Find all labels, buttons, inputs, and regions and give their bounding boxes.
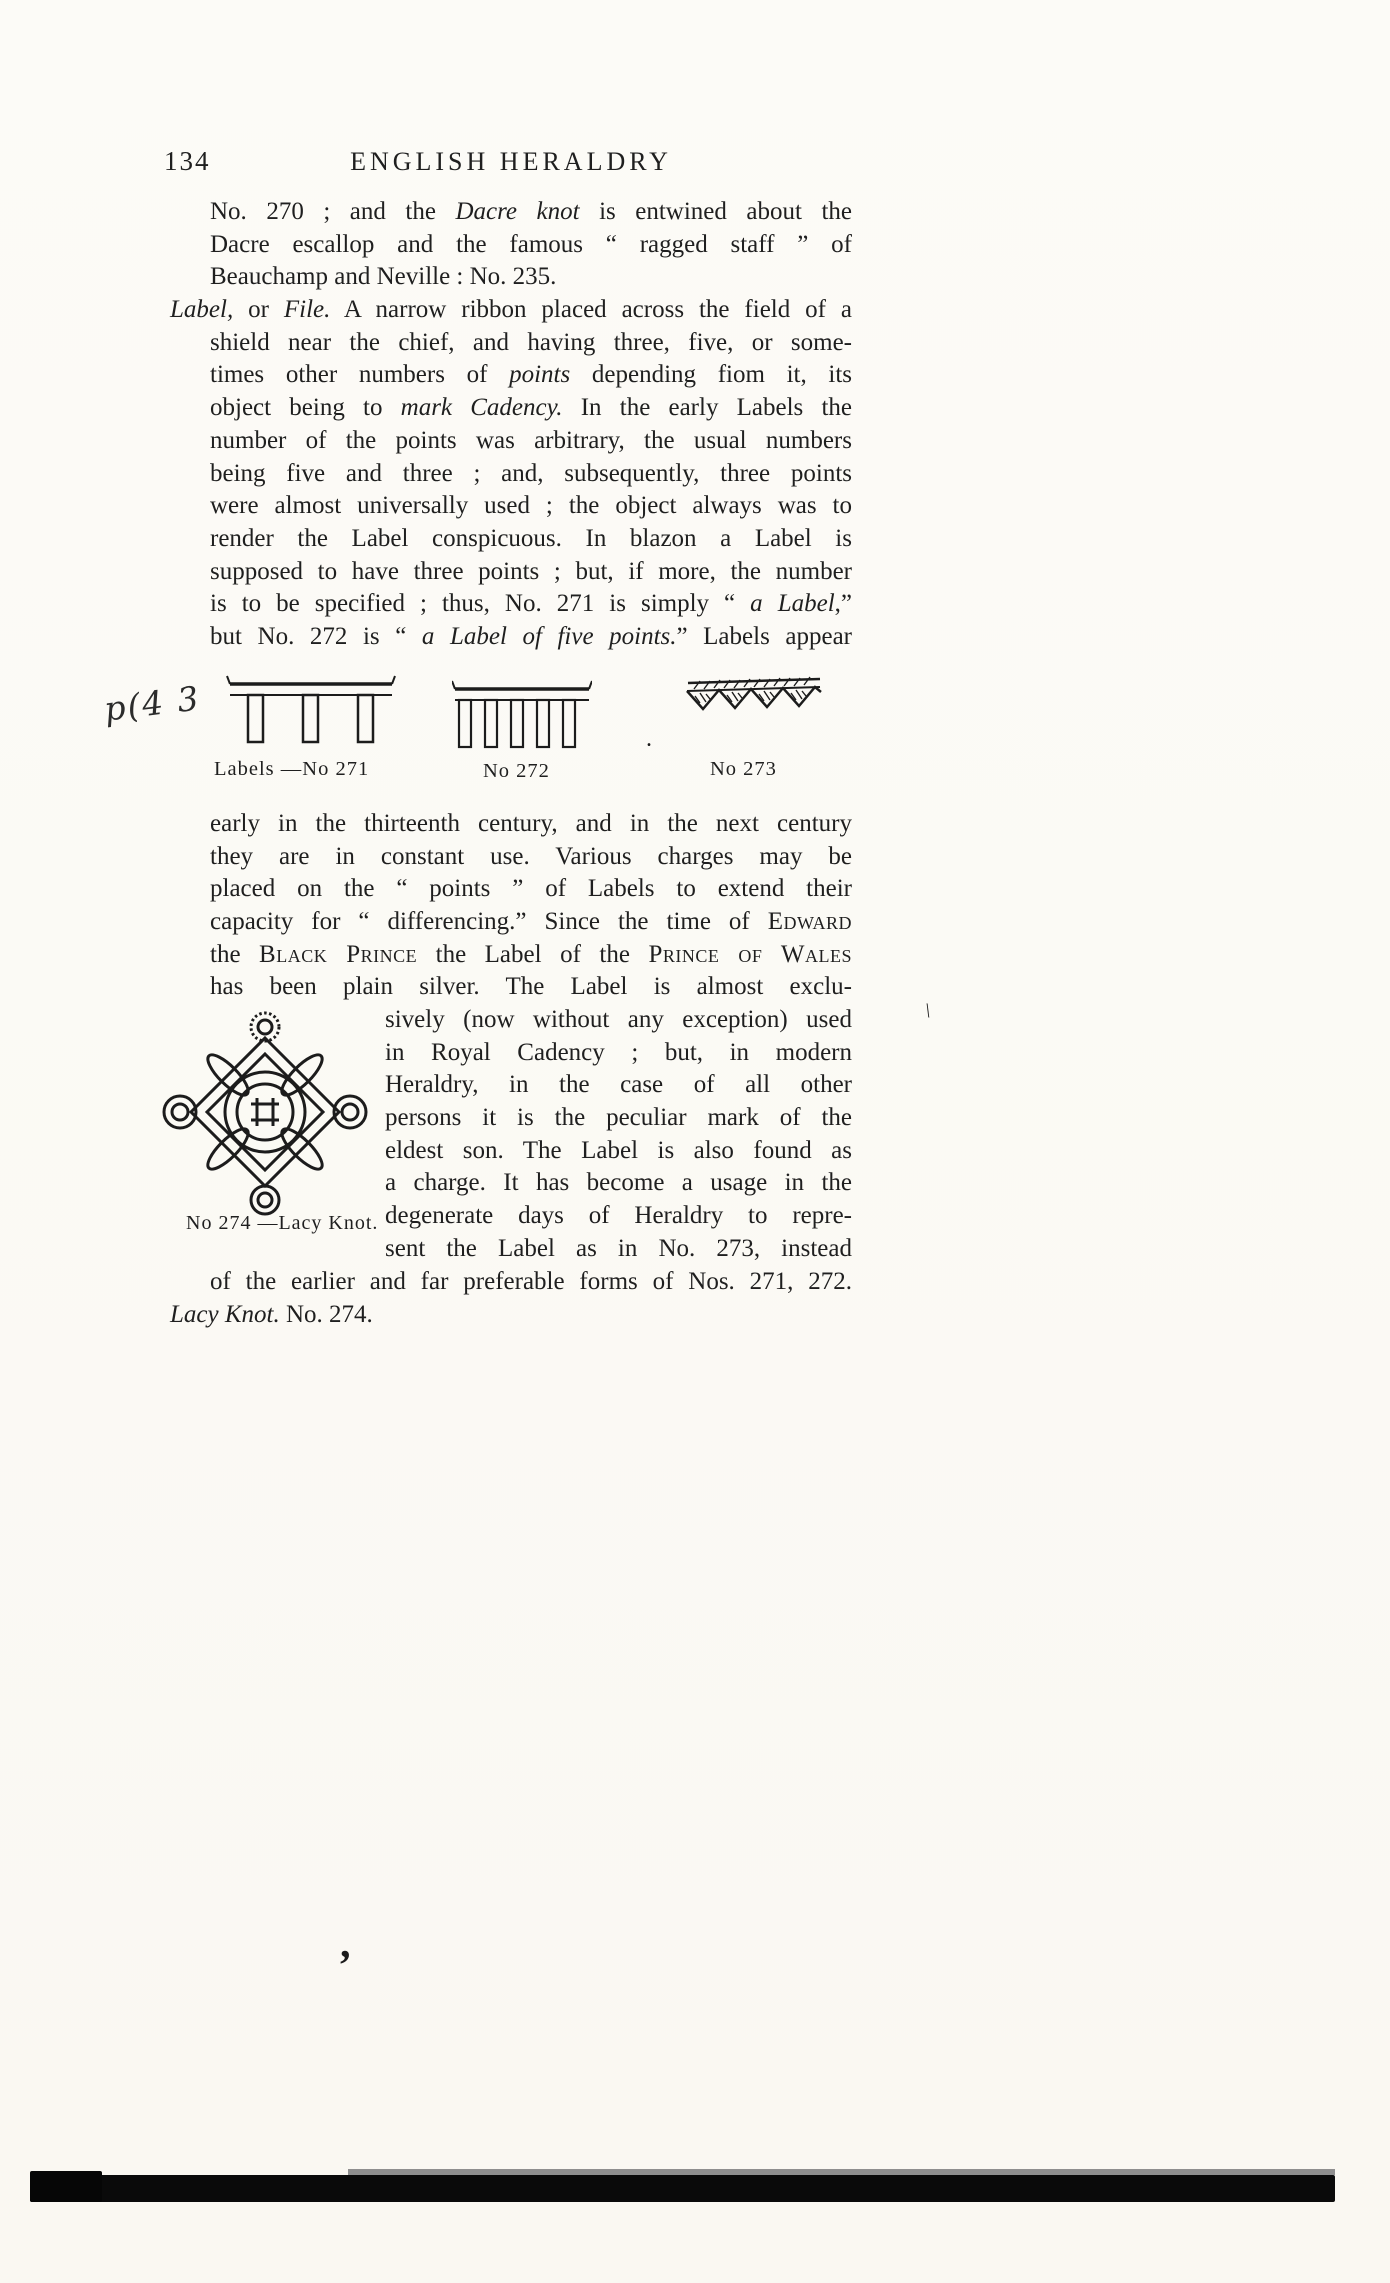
text-line: persons it is the peculiar mark of the [385, 1104, 852, 1132]
text-line: placed on the “ points ” of Labels to extend their [210, 875, 852, 903]
paragraph-block-wrap [385, 1004, 852, 1266]
text-line: shield near the chief, and having three, five, or some- [210, 328, 852, 356]
text-line: is to be specified ; thus, No. 271 is simply “ a Label,” [210, 590, 852, 618]
text-line: No. 270 ; and the Dacre knot is entwined about the [210, 198, 853, 225]
scan-artifact-black-bar-end [30, 2171, 102, 2202]
text-line: eldest son. The Label is also found as [385, 1136, 852, 1164]
text-line: early in the thirteenth century, and in the next century [210, 810, 852, 837]
text-line: Beauchamp and Neville : No. 235. [210, 263, 557, 291]
label-five-points-figure [452, 680, 592, 758]
text-line: times other numbers of points depending fiom it, its [210, 361, 852, 389]
stray-ink-tick: \ [922, 999, 933, 1023]
caption-272: No 272 [483, 760, 550, 782]
page-number: 134 [164, 146, 211, 176]
text-line: Heraldry, in the case of all other [385, 1071, 852, 1099]
text-line: in Royal Cadency ; but, in modern [385, 1038, 852, 1066]
text-line: but No. 272 is “ a Label of five points.” Labels appear [210, 622, 852, 650]
paragraph-block-middle [210, 808, 852, 1004]
text-line: they are in constant use. Various charges may be [210, 842, 852, 870]
stray-ink-dot: . [646, 726, 652, 752]
text-line: the Black Prince the Label of the Prince of Wales [210, 940, 852, 968]
label-zigzag-figure [686, 676, 822, 722]
lacy-knot-figure [158, 1006, 373, 1218]
text-line: number of the points was arbitrary, the usual numbers [210, 426, 852, 454]
scan-artifact-black-bar [30, 2175, 1335, 2202]
text-line: Lacy Knot. No. 274. [170, 1300, 373, 1328]
paragraph-block-top [170, 196, 853, 654]
caption-labels-271: Labels —No 271 [214, 758, 370, 780]
caption-lacy-knot: No 274 —Lacy Knot. [186, 1212, 379, 1234]
pencil-margin-note: p(4 3 [101, 678, 203, 729]
stray-ink-apostrophe: ’ [338, 1943, 352, 1989]
text-line: of the earlier and far preferable forms of Nos. 271, 272. [210, 1268, 852, 1295]
text-line: sent the Label as in No. 273, instead [385, 1234, 852, 1262]
text-line: being five and three ; and, subsequently, three points [210, 459, 852, 487]
text-line: sively (now without any exception) used [385, 1006, 852, 1033]
text-line: object being to mark Cadency. In the early Labels the [210, 394, 852, 422]
text-line: render the Label conspicuous. In blazon a Label is [210, 524, 852, 552]
text-line: Dacre escallop and the famous “ ragged staff ” of [210, 230, 852, 258]
label-three-points-figure [226, 674, 396, 752]
text-line: capacity for “ differencing.” Since the time of Edward [210, 908, 852, 936]
caption-273: No 273 [710, 758, 777, 780]
paragraph-block-bottom [170, 1266, 852, 1331]
running-header: ENGLISH HERALDRY [350, 147, 672, 176]
text-line: supposed to have three points ; but, if more, the number [210, 557, 852, 585]
text-line: Label, or File. A narrow ribbon placed across the field of a [170, 296, 853, 324]
text-line: a charge. It has become a usage in the [385, 1169, 852, 1197]
text-line: degenerate days of Heraldry to repre- [385, 1202, 852, 1230]
text-line: has been plain silver. The Label is almost exclu- [210, 973, 852, 1001]
text-line: were almost universally used ; the object always was to [210, 492, 852, 520]
